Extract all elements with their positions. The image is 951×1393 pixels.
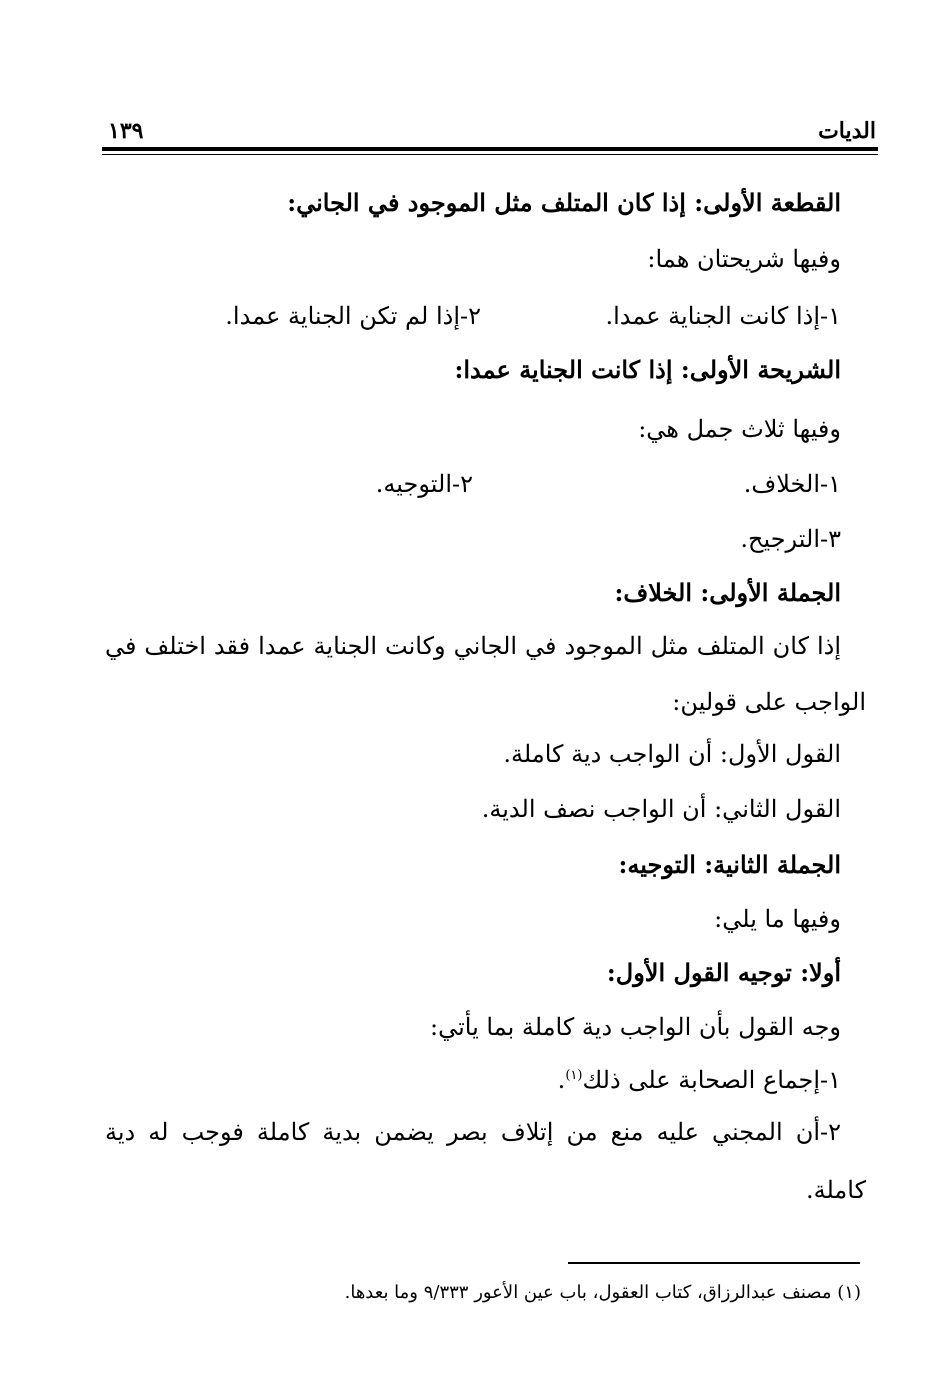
header-rule-thin bbox=[102, 154, 878, 155]
paragraph-line: كاملة. bbox=[805, 1176, 866, 1204]
paragraph-line: الواجب على قولين: bbox=[672, 688, 866, 716]
page-number: ١٣٩ bbox=[108, 118, 144, 144]
chapter-title: الديات bbox=[818, 118, 876, 144]
footnote-text: (١) مصنف عبدالرزاق، كتاب العقول، باب عين الأعور ٩/٣٣٣ وما بعدها. bbox=[344, 1282, 861, 1303]
section-heading-jumla-1: الجملة الأولى: الخلاف: bbox=[614, 578, 841, 607]
text-line: القول الثاني: أن الواجب نصف الدية. bbox=[481, 795, 841, 823]
running-header bbox=[100, 112, 878, 146]
header-rule-thick bbox=[102, 147, 878, 151]
section-heading-jumla-2: الجملة الثانية: التوجيه: bbox=[618, 850, 841, 879]
list-item-1 bbox=[558, 1066, 841, 1094]
text-line: وفيها ثلاث جمل هي: bbox=[638, 415, 841, 443]
paragraph-line: إذا كان المتلف مثل الموجود في الجاني وكانت الجناية عمدا فقد اختلف في bbox=[105, 632, 841, 660]
text-line: القول الأول: أن الواجب دية كاملة. bbox=[503, 740, 841, 768]
text-line: وفيها ما يلي: bbox=[714, 905, 841, 933]
text-line: وفيها شريحتان هما: bbox=[647, 245, 841, 273]
section-heading-awwalan: أولا: توجيه القول الأول: bbox=[606, 958, 841, 987]
footnote-ref[interactable]: (١) bbox=[565, 1068, 583, 1083]
list-item-1: ١-إذا كانت الجناية عمدا. bbox=[605, 302, 841, 330]
footnote-separator bbox=[568, 1262, 860, 1264]
section-heading-qit-a: القطعة الأولى: إذا كان المتلف مثل الموجود في الجاني: bbox=[287, 188, 841, 217]
list-item-1: ١-الخلاف. bbox=[743, 470, 841, 498]
list-item-2: ٢-التوجيه. bbox=[375, 470, 473, 498]
list-item-end: . bbox=[557, 1066, 566, 1094]
section-heading-sharikha: الشريحة الأولى: إذا كانت الجناية عمدا: bbox=[454, 355, 841, 384]
paragraph-line: ٢-أن المجني عليه منع من إتلاف بصر يضمن بدية كاملة فوجب له دية bbox=[105, 1118, 841, 1146]
list-item-3: ٣-الترجيح. bbox=[740, 525, 841, 553]
text-line: وجه القول بأن الواجب دية كاملة بما يأتي: bbox=[430, 1013, 841, 1041]
list-item-text: ١-إجماع الصحابة على ذلك bbox=[582, 1066, 841, 1094]
list-item-2: ٢-إذا لم تكن الجناية عمدا. bbox=[225, 302, 481, 330]
